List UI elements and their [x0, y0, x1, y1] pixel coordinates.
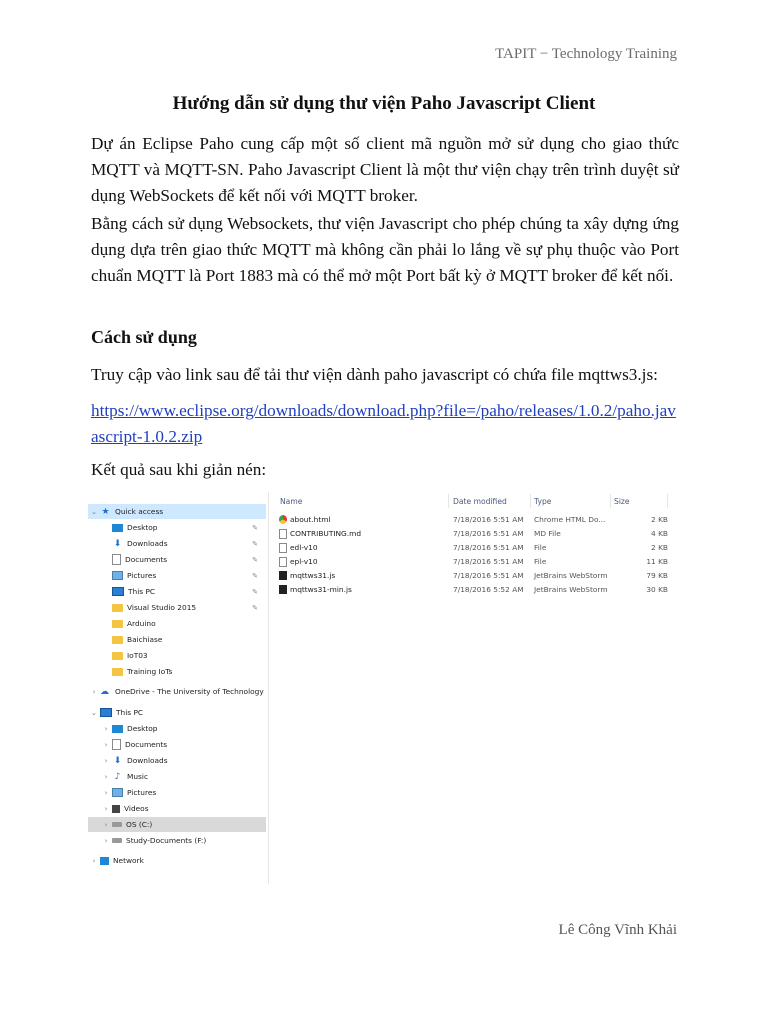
file-row[interactable]: mqttws31-min.js 7/18/2016 5:52 AM JetBrains WebStorm 30 KB — [278, 583, 678, 597]
file-row[interactable]: about.html 7/18/2016 5:51 AM Chrome HTML Do... 2 KB — [278, 513, 678, 527]
pc-icon — [100, 708, 112, 717]
documents-icon — [112, 739, 121, 750]
music-icon: ♪ — [114, 771, 121, 782]
file-row[interactable]: mqttws31.js 7/18/2016 5:51 AM JetBrains WebStorm 79 KB — [278, 569, 678, 583]
folder-icon — [112, 604, 123, 612]
chevron-right-icon: › — [92, 687, 96, 696]
intro-paragraph: Dự án Eclipse Paho cung cấp một số client mã nguồn mở sử dụng cho giao thức MQTT và MQTT-SN. Paho Javascript Client là một thư viện chạy trên trình duyệt sử dụng WebSockets để kết nối với MQTT broker. — [91, 134, 679, 205]
webstorm-icon — [279, 585, 287, 594]
file-icon — [279, 529, 287, 539]
nav-item-baichiase[interactable]: Baichiase — [88, 632, 266, 647]
file-icon — [279, 557, 287, 567]
nav-item-videos[interactable]: › Videos — [88, 801, 266, 816]
websockets-paragraph: Bằng cách sử dụng Websockets, thư viện Javascript cho phép chúng ta xây dựng ứng dụng dựa trên giao thức MQTT mà không cần phải lo lắng về sự phụ thuộc vào Port chuẩn MQTT là Port 1883 mà có thể mở một Port bất kỳ ở MQTT broker để kết nối. — [91, 214, 679, 285]
chevron-right-icon: › — [104, 724, 108, 733]
webstorm-icon — [279, 571, 287, 580]
nav-item-study-documents[interactable]: › Study-Documents (F:) — [88, 833, 266, 848]
nav-item-quick-access[interactable]: ⌄ ★ Quick access — [88, 504, 266, 519]
column-header-type[interactable]: Type — [534, 497, 552, 506]
file-list-pane — [278, 492, 678, 884]
videos-icon — [112, 805, 120, 813]
nav-item-this-pc-quick[interactable]: This PC ✎ — [88, 584, 266, 599]
nav-item-iot03[interactable]: IoT03 — [88, 648, 266, 663]
section-heading: Cách sử dụng — [91, 327, 197, 347]
page-header: TAPIT − Technology Training — [495, 46, 677, 62]
chevron-right-icon: › — [104, 804, 108, 813]
column-header-size[interactable]: Size — [614, 497, 630, 506]
pin-icon: ✎ — [252, 603, 258, 612]
chevron-right-icon: › — [104, 788, 108, 797]
file-icon — [279, 543, 287, 553]
folder-icon — [112, 620, 123, 628]
nav-item-training-iots[interactable]: Training IoTs — [88, 664, 266, 679]
desktop-icon — [112, 725, 123, 733]
nav-item-os-c[interactable]: › OS (C:) — [88, 817, 266, 832]
pin-icon: ✎ — [252, 523, 258, 532]
download-icon: ⬇ — [113, 755, 122, 766]
column-header-name[interactable]: Name — [280, 497, 303, 506]
author-footer: Lê Công Vĩnh Khải — [558, 922, 677, 938]
nav-item-downloads[interactable]: ⬇ Downloads ✎ — [113, 538, 258, 549]
chevron-right-icon: › — [104, 740, 108, 749]
nav-item-desktop[interactable]: Desktop ✎ — [88, 520, 266, 535]
nav-item-network[interactable]: › Network — [88, 853, 266, 868]
nav-item-arduino[interactable]: Arduino — [88, 616, 266, 631]
documents-icon — [112, 554, 121, 565]
pin-icon: ✎ — [252, 555, 258, 564]
folder-icon — [112, 636, 123, 644]
folder-icon — [112, 668, 123, 676]
pin-icon: ✎ — [252, 571, 258, 580]
navigation-pane — [88, 492, 269, 884]
drive-icon — [112, 838, 122, 843]
file-row[interactable]: edl-v10 7/18/2016 5:51 AM File 2 KB — [278, 541, 678, 555]
chevron-right-icon: › — [92, 856, 96, 865]
nav-item-pc-desktop[interactable]: › Desktop — [88, 721, 266, 736]
chevron-down-icon: ⌄ — [91, 507, 97, 516]
nav-item-visual-studio[interactable]: Visual Studio 2015 ✎ — [88, 600, 266, 615]
file-explorer-screenshot — [88, 492, 678, 884]
chevron-right-icon: › — [104, 756, 108, 765]
nav-item-onedrive[interactable]: › ☁ OneDrive - The University of Technology — [88, 684, 266, 699]
file-row[interactable]: epl-v10 7/18/2016 5:51 AM File 11 KB — [278, 555, 678, 569]
download-link[interactable]: https://www.eclipse.org/downloads/download.php?file=/paho/releases/1.0.2/paho.javascript-1.0.2.zip — [91, 401, 676, 446]
nav-item-music[interactable]: › ♪ Music — [88, 769, 266, 784]
folder-icon — [112, 652, 123, 660]
nav-item-pc-pictures[interactable]: › Pictures — [88, 785, 266, 800]
download-instruction: Truy cập vào link sau để tải thư viện dành paho javascript có chứa file mqttws3.js: — [91, 365, 658, 384]
chrome-icon — [279, 515, 287, 524]
pin-icon: ✎ — [252, 587, 258, 596]
nav-item-pc-documents[interactable]: › Documents — [88, 737, 266, 752]
drive-icon — [112, 822, 122, 827]
file-row[interactable]: CONTRIBUTING.md 7/18/2016 5:51 AM MD File 4 KB — [278, 527, 678, 541]
pictures-icon — [112, 788, 123, 797]
nav-item-this-pc[interactable]: ⌄ This PC — [88, 705, 266, 720]
network-icon — [100, 857, 109, 865]
chevron-right-icon: › — [104, 836, 108, 845]
document-title: Hướng dẫn sử dụng thư viện Paho Javascript Client — [172, 93, 596, 114]
download-icon: ⬇ — [113, 538, 122, 549]
pictures-icon — [112, 571, 123, 580]
pc-icon — [112, 587, 124, 596]
column-header-date[interactable]: Date modified — [453, 497, 507, 506]
result-caption: Kết quả sau khi giản nén: — [91, 460, 267, 479]
chevron-down-icon: ⌄ — [91, 708, 97, 717]
pin-icon: ✎ — [252, 539, 258, 548]
desktop-icon — [112, 524, 123, 532]
onedrive-icon: ☁ — [100, 686, 109, 697]
nav-item-pc-downloads[interactable]: › ⬇ Downloads — [88, 753, 266, 768]
chevron-right-icon: › — [104, 820, 108, 829]
chevron-right-icon: › — [104, 772, 108, 781]
nav-item-documents[interactable]: Documents ✎ — [88, 552, 266, 567]
nav-item-pictures[interactable]: Pictures ✎ — [88, 568, 266, 583]
star-icon: ★ — [101, 506, 110, 517]
